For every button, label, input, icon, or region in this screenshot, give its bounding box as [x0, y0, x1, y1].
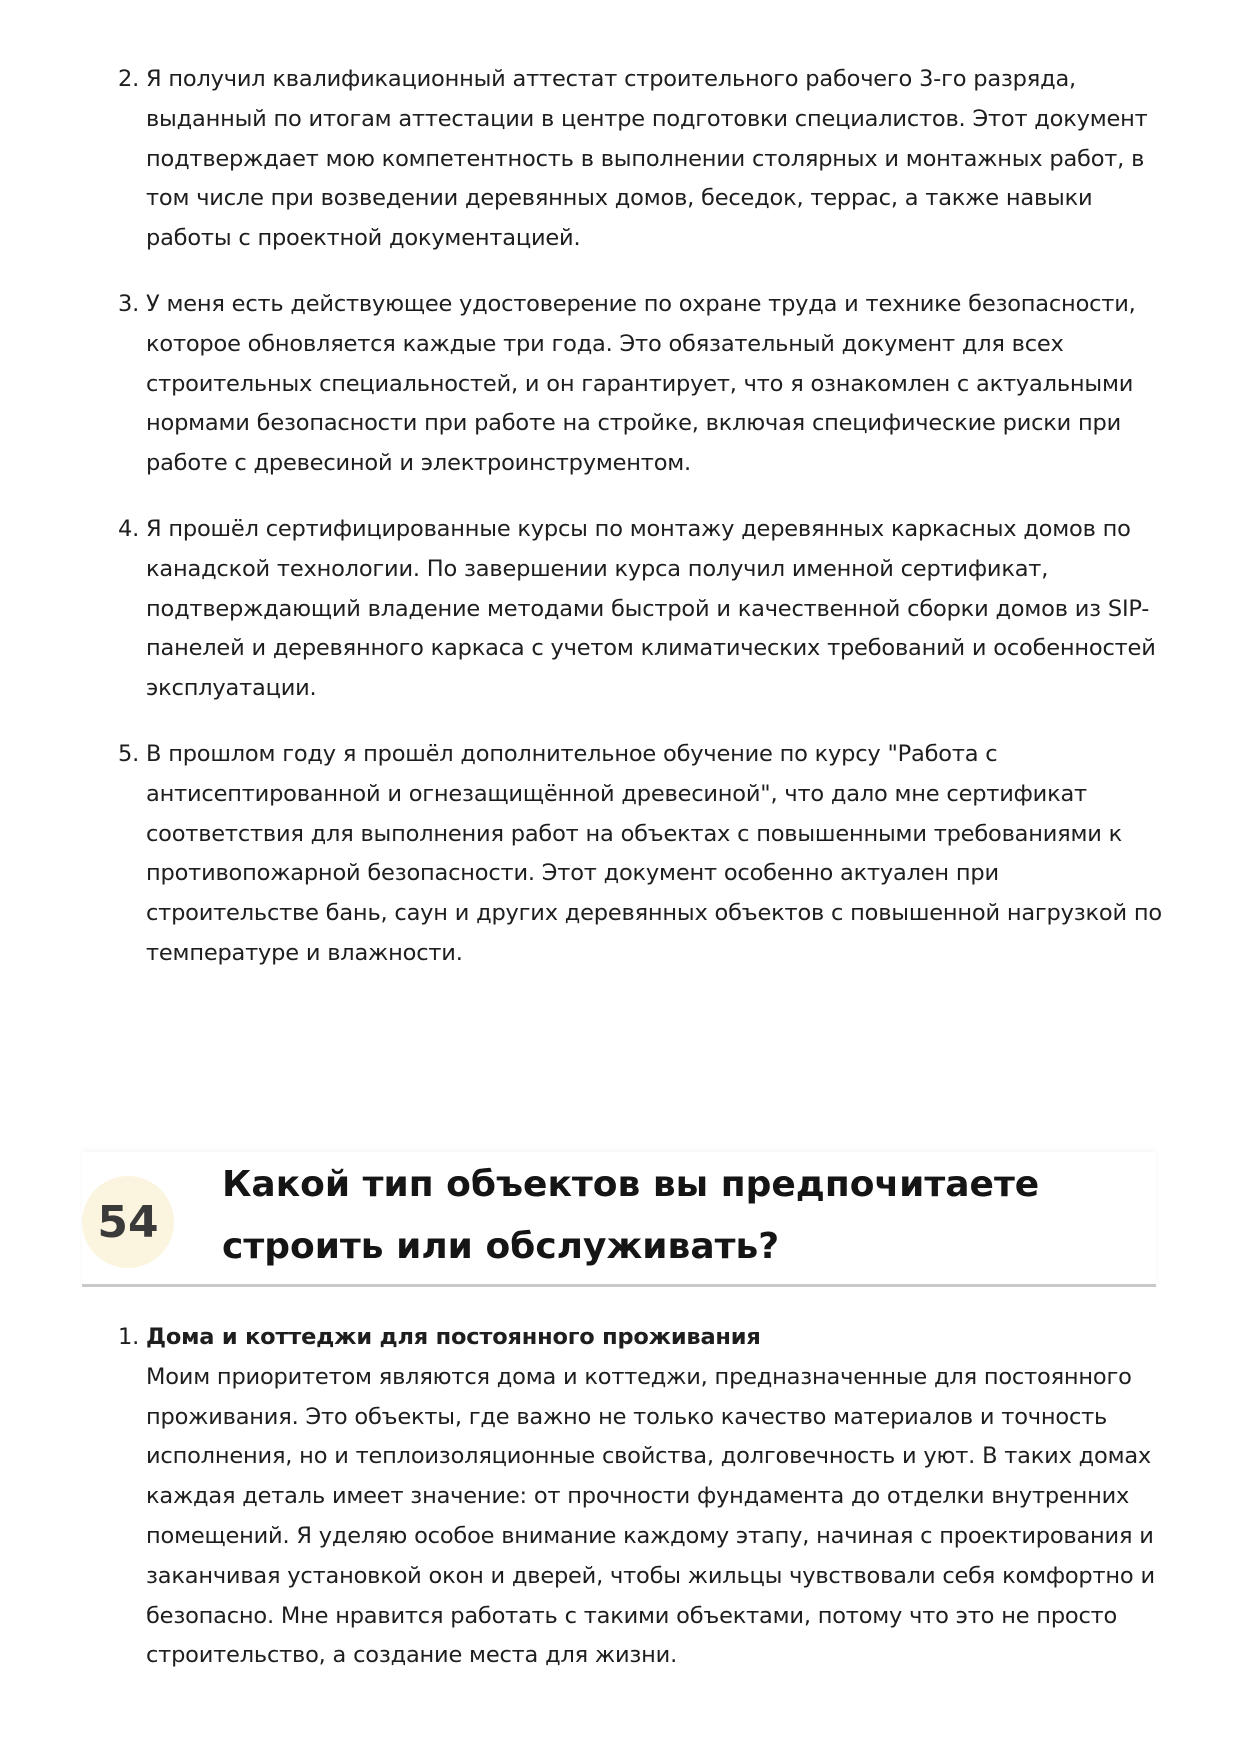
list-item-text: В прошлом году я прошёл дополнительное обучение по курсу "Работа с антисептированной и огнезащищённой древесиной", что дало мне сертификат соответствия для выполнения работ на объектах с повышенными требованиями к противопожарной безопасности. Этот документ особенно актуален при строительстве бань, саун и других деревянных объектов с повышенной нагрузкой по температуре и влажности.	[146, 740, 1162, 966]
list-item	[118, 735, 1168, 974]
section-heading: Какой тип объектов вы предпочитаете строить или обслуживать?	[222, 1164, 1040, 1267]
list-item	[118, 510, 1168, 709]
list-item-title: Дома и коттеджи для постоянного проживания	[146, 1324, 761, 1350]
list-item	[118, 1318, 1168, 1676]
list-item-text: Я прошёл сертифицированные курсы по монтажу деревянных каркасных домов по канадской технологии. По завершении курса получил именной сертификат, подтверждающий владение методами быстрой и качественной сборки домов из SIP-панелей и деревянного каркаса с учетом климатических требований и особенностей эксплуатации.	[146, 515, 1156, 702]
section-number-badge: 54	[82, 1176, 174, 1268]
list-item-text: У меня есть действующее удостоверение по охране труда и технике безопасности, которое обновляется каждые три года. Это обязательный документ для всех строительных специальностей, и он гарантирует, что я ознакомлен с актуальными нормами безопасности при работе на стройке, включая специфические риски при работе с древесиной и электроинструментом.	[146, 290, 1136, 477]
list-item-number: 2.	[118, 66, 140, 92]
section-header	[82, 1152, 1156, 1287]
list-item-number: 4.	[118, 515, 140, 542]
list-item-number: 3.	[118, 290, 140, 317]
list-item-number: 5.	[118, 740, 140, 767]
object-types-list	[118, 1318, 1168, 1702]
list-item-text: Я получил квалификационный аттестат строительного рабочего 3-го разряда, выданный по итогам аттестации в центре подготовки специалистов. Этот документ подтверждает мою компетентность в выполнении столярных и монтажных работ, в том числе при возведении деревянных домов, беседок, террас, а также навыки работы с проектной документацией.	[146, 66, 1148, 252]
list-item-text: Моим приоритетом являются дома и коттеджи, предназначенные для постоянного проживания. Это объекты, где важно не только качество материалов и точность исполнения, но и теплоизоляционные свойства, долговечность и уют. В таких домах каждая деталь имеет значение: от прочности фундамента до отделки внутренних помещений. Я уделяю особое внимание каждому этапу, начиная с проектирования и заканчивая установкой окон и дверей, чтобы жильцы чувствовали себя комфортно и безопасно. Мне нравится работать с такими объектами, потому что это не просто строительство, а создание места для жизни.	[146, 1363, 1155, 1669]
list-item-number: 1.	[118, 1324, 140, 1350]
list-item	[118, 285, 1168, 484]
qualifications-list	[118, 60, 1168, 1000]
list-item	[118, 60, 1168, 259]
